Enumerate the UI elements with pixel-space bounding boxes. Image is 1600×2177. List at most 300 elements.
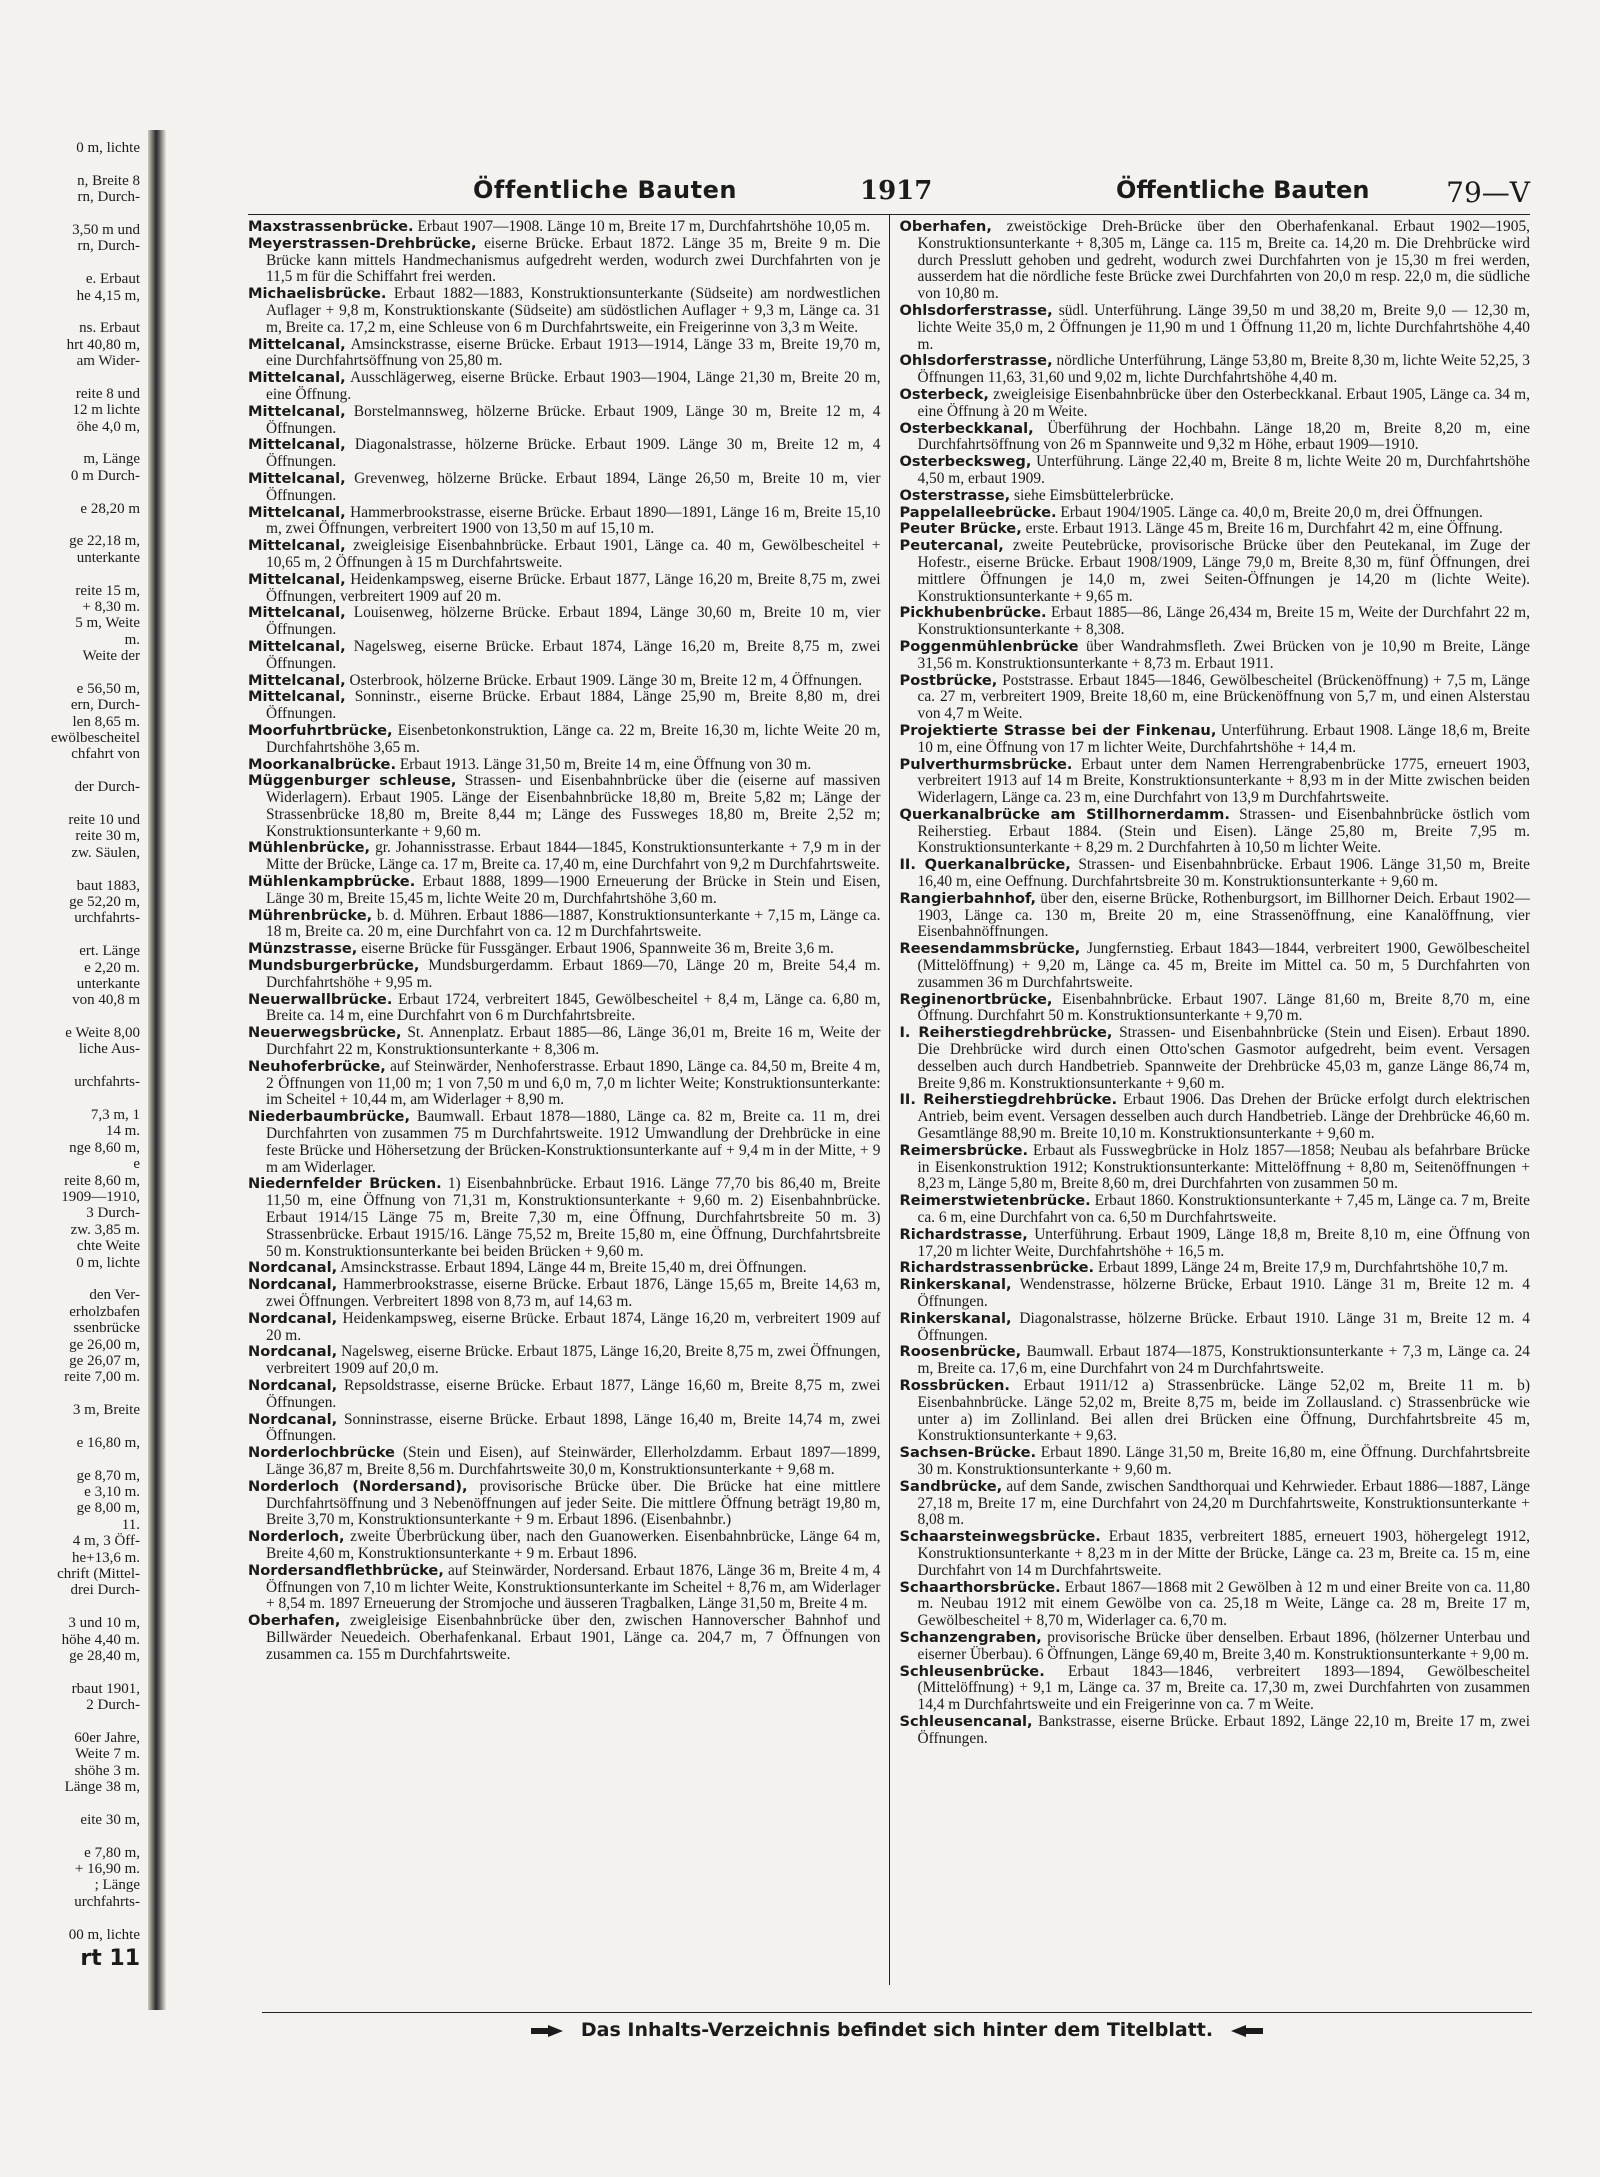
previous-page-line: baut 1883, [76, 877, 140, 894]
entry-text: Erbaut 1843—1846, verbreitert 1893—1894, Gewölbescheitel (Mittelöffnung) + 9,1 m, Länge ca. 37 m, Breite ca. 17,30 m, zwei Durchfahrten von zusammen 14,4 m Durchfahrtsweite und ein Freigerinne von ca. 7 m Weite. [917, 1662, 1530, 1714]
index-entry [248, 404, 881, 438]
entry-name: Reesendammsbrücke, [899, 940, 1081, 958]
index-entry [248, 471, 881, 505]
entry-text: St. Annenplatz. Erbaut 1885—86, Länge 36,01 m, Breite 16 m, Weite der Durchfahrt 22 m, Konstruktionsunterkante + 8,306 m. [266, 1024, 881, 1059]
previous-page-line: reite 8 und [75, 385, 140, 402]
previous-page-line: e 16,80 m, [76, 1434, 140, 1451]
entry-text: Baumwall. Erbaut 1878—1880, Länge ca. 82 m, Breite ca. 11 m, drei Durchfahrten von zusammen 75 m Durchfahrtsweite. 1912 Umwandlung der Drehbrücke in eine feste Brücke und Höhersetzung der Brücken-Konstruktionsunterkante auf + 9,4 m in der Mitte, + 9 m am Widerlager. [266, 1108, 881, 1176]
entry-name: Poggenmühlenbrücke [899, 637, 1079, 655]
index-entry [248, 1176, 881, 1260]
previous-page-line [0, 1418, 140, 1434]
entry-name: Mittelcanal, [248, 671, 346, 689]
previous-page-line: e 28,20 m [80, 500, 140, 517]
previous-page-line: m. [124, 631, 140, 648]
entry-name: Richardstrasse, [899, 1225, 1028, 1243]
previous-page-line: ssenbrücke [73, 1320, 140, 1337]
previous-page-line [0, 1009, 140, 1025]
previous-page-line [0, 484, 140, 500]
book-gutter [148, 130, 166, 2010]
entry-text: Sonninstrasse, eiserne Brücke. Erbaut 1898, Länge 16,40 m, Breite 14,74 m, zwei Öffnungen. [266, 1410, 881, 1445]
index-entry [900, 1630, 1531, 1664]
previous-page-line [0, 1910, 140, 1926]
index-entry [248, 1412, 881, 1446]
entry-text: Strassen- und Eisenbahnbrücke über die (eiserne auf massiven Widerlagern). Erbaut 1905. Länge der Eisenbahnbrücke 18,80 m, Breite 5,82 m; Länge der Strassenbrücke 18,80 m, Breite 8,44 m; Länge des Fussweges 18,80 m, Breite 2,52 m; Konstruktionsunterkante + 9,60 m. [266, 772, 881, 840]
index-entry [900, 891, 1531, 941]
entry-name: Mittelcanal, [248, 537, 346, 555]
index-entry [248, 219, 881, 236]
index-entry [900, 1311, 1531, 1345]
entry-text: Unterführung. Erbaut 1909, Länge 18,8 m, Breite 8,10 m, eine Öffnung von 17,20 m lichter Weite, Durchfahrtshöhe + 16,5 m. [917, 1225, 1530, 1260]
previous-page-line: 60er Jahre, [74, 1729, 140, 1746]
entry-text: Erbaut 1904/1905. Länge ca. 40,0 m, Breite 20,0 m, drei Öffnungen. [1056, 503, 1483, 521]
page-number: 79—V [1446, 176, 1530, 209]
previous-page-line: chfahrt von [71, 746, 140, 763]
entry-text: Strassen- und Eisenbahnbrücke (Stein und Eisen). Erbaut 1890. Die Drehbrücke wird durch einen Otto'schen Gasmotor aufgedreht, beim event. Versagen desselben auch durch Handbetrieb. Spannweite der Drehbrücke 45,03 m, ganze Länge 86,74 m, Breite 9,86 m. Konstruktionsunterkante + 9,60 m. [917, 1024, 1530, 1092]
entry-name: Nordersandflethbrücke, [248, 1561, 444, 1579]
previous-page-line: eite 30 m, [80, 1811, 140, 1828]
previous-page-line: ns. Erbaut [79, 320, 140, 337]
previous-page-tail: rt 11 [80, 1945, 140, 1971]
entry-text: eiserne Brücke für Fussgänger. Erbaut 1906, Spannweite 36 m, Breite 3,6 m. [357, 940, 834, 958]
entry-text: Sonninstr., eiserne Brücke. Erbaut 1884, Länge 25,90 m, Breite 8,80 m, drei Öffnungen. [266, 688, 881, 723]
entry-name: Ohlsdorferstrasse, [899, 352, 1053, 370]
previous-page-line: e [133, 1156, 140, 1173]
entry-text: Erbaut 1885—86, Länge 26,434 m, Breite 15 m, Weite der Durchfahrt 22 m, Konstruktionsunterkante + 8,308. [917, 604, 1530, 639]
entry-name: Mittelcanal, [248, 637, 346, 655]
index-entry [248, 337, 881, 371]
previous-page-line [0, 435, 140, 451]
previous-page-line: höhe 4,40 m. [61, 1631, 140, 1648]
entry-name: Querkanalbrücke am Stillhornerdamm. [899, 805, 1230, 823]
previous-page-line: e 56,50 m, [76, 680, 140, 697]
previous-page-line: rn, Durch- [77, 189, 140, 206]
entry-name: Rinkerskanal, [899, 1309, 1012, 1327]
pointing-hand-left-icon [1230, 2024, 1264, 2038]
previous-page-line: unterkante [76, 975, 140, 992]
previous-page-line: zw. Säulen, [71, 844, 140, 861]
entry-text: südl. Unterführung. Länge 39,50 m und 38,20 m, Breite 9,0 — 12,30 m, lichte Weite 35,0 m, 2 Öffnungen je 11,90 m und 1 Öffnung 11,20 m, lichte Durchfahrtshöhe 4,40 m. [917, 301, 1530, 353]
entry-text: Diagonalstrasse, hölzerne Brücke. Erbaut 1910. Länge 31 m, Breite 12 m. 4 Öffnungen. [917, 1309, 1530, 1344]
pointing-hand-right-icon [530, 2024, 564, 2038]
entry-text: Mundsburgerdamm. Erbaut 1869—70, Länge 20 m, Breite 54,4 m. Durchfahrtshöhe + 9,95 m. [266, 957, 881, 991]
entry-name: I. Reiherstiegdrehbrücke, [899, 1024, 1113, 1042]
previous-page-line: ert. Länge [79, 943, 140, 960]
index-entry [248, 286, 881, 336]
entry-name: Nordcanal, [248, 1276, 338, 1294]
entry-name: Peutercanal, [899, 537, 1004, 555]
entry-name: Pulverthurmsbrücke. [899, 755, 1073, 773]
entry-name: Reginenortbrücke, [899, 990, 1053, 1008]
index-entry [900, 1277, 1531, 1311]
previous-page-line: rbaut 1901, [71, 1680, 140, 1697]
entry-name: Postbrücke, [899, 671, 998, 689]
previous-page-line: 4 m, 3 Öff- [72, 1533, 140, 1550]
index-entry [248, 1344, 881, 1378]
previous-page-line [0, 1599, 140, 1615]
index-entry [248, 773, 881, 840]
previous-page-line: 7,3 m, 1 [90, 1107, 140, 1124]
previous-page-line: öhe 4,0 m, [76, 418, 140, 435]
index-entry [248, 639, 881, 673]
index-entry [248, 605, 881, 639]
index-entry [900, 941, 1531, 991]
entry-text: Jungfernstieg. Erbaut 1843—1844, verbreitert 1900, Gewölbescheitel (Mittelöffnung) + 9,20 m, Länge ca. 45 m, Breite im Mittel ca. 50 m, 5 Durchfahrten von zusammen 36 m Durchfahrtsweite. [917, 940, 1530, 991]
index-entry [248, 1378, 881, 1412]
entry-name: Pappelalleebrücke. [899, 503, 1057, 521]
entry-name: Osterstrasse, [899, 486, 1011, 504]
entry-text: Hammerbrookstrasse, eiserne Brücke. Erbaut 1890—1891, Länge 16 m, Breite 15,10 m, zwei Öffnungen, verbreitert 1900 von 13,50 m auf 15,10 m. [266, 503, 881, 538]
entry-name: Mittelcanal, [248, 335, 346, 353]
entry-name: Schleusenbrücke. [899, 1662, 1045, 1680]
previous-page-line: der Durch- [74, 779, 140, 796]
entry-text: Erbaut 1888, 1899—1900 Erneuerung der Brücke in Stein und Eisen, Länge 30 m, Breite 15,45 m, lichte Weite 20 m, Durchfahrtshöhe 3,60 m. [266, 873, 881, 907]
previous-page-line: ge 8,00 m, [76, 1500, 140, 1517]
previous-page-line: reite 10 und [68, 812, 140, 829]
footer-notice-text: Das Inhalts-Verzeichnis befindet sich hinter dem Titelblatt. [580, 2019, 1214, 2041]
index-entry [900, 1378, 1531, 1445]
entry-name: Neuhoferbrücke, [248, 1057, 386, 1075]
previous-page-line: hrt 40,80 m, [66, 336, 140, 353]
entry-text: Strassen- und Eisenbahnbrücke. Erbaut 1906. Länge 31,50 m, Breite 16,40 m, eine Oeffnung. Durchfahrtsbreite 30 m. Konstruktionsunterkante + 9,60 m. [917, 856, 1530, 891]
entry-text: Eisenbetonkonstruktion, Länge ca. 22 m, Breite 16,30 m, lichte Weite 20 m, Durchfahrtshöhe 3,65 m. [266, 721, 881, 756]
entry-name: Oberhafen, [248, 1612, 341, 1630]
index-entry [248, 908, 881, 942]
index-entry [248, 673, 881, 690]
previous-page-line: 3 Durch- [86, 1205, 140, 1222]
previous-page-line: + 8,30 m. [82, 598, 140, 615]
entry-text: Erbaut als Fusswegbrücke in Holz 1857—1858; Neubau als befahrbare Brücke in Eisenkonstruktion 1912; Konstruktionsunterkante: Mittelöffnung + 8,80 m, Seitenöffnungen + 8,23 m, Länge 5,80 m, Breite 8,60 m, drei Durchfahrten von zusammen 50 m. [917, 1141, 1530, 1193]
index-entry [248, 538, 881, 572]
index-entry [248, 1563, 881, 1613]
entry-name: Niederbaumbrücke, [248, 1108, 410, 1126]
previous-page-line: liche Aus- [78, 1041, 140, 1058]
entry-name: Nordcanal, [248, 1259, 338, 1277]
previous-page-line: drei Durch- [70, 1582, 140, 1599]
previous-page-line [0, 763, 140, 779]
index-entry [900, 723, 1531, 757]
entry-text: eiserne Brücke. Erbaut 1872. Länge 35 m, Breite 9 m. Die Brücke kann mittels Handmechanismus aufgedreht werden, wodurch zwei Durchfahrten von je 11,5 m für die Schiffahrt frei werden. [266, 234, 881, 286]
previous-page-line [0, 206, 140, 222]
previous-page-line: he 4,15 m, [76, 287, 140, 304]
previous-page-line: ge 8,70 m, [76, 1467, 140, 1484]
entry-name: Reimersbrücke. [899, 1141, 1029, 1159]
previous-page-line: den Ver- [89, 1287, 140, 1304]
previous-page-line [0, 517, 140, 533]
previous-page-line [0, 304, 140, 320]
entry-name: Maxstrassenbrücke. [248, 218, 414, 235]
index-entry [900, 1344, 1531, 1378]
running-header [248, 168, 1530, 214]
previous-page-line: 12 m lichte [72, 402, 140, 419]
entry-name: Norderlochbrücke [248, 1444, 395, 1462]
entry-name: Mührenbrücke, [248, 906, 373, 924]
entry-text: auf Steinwärder, Nenhoferstrasse. Erbaut 1890, Länge ca. 84,50 m, Breite 4 m, 2 Öffnungen von 11,00 m; 1 von 7,50 m und 6,0 m, 7,0 m lichter Weite; Konstruktionsunterkante: im Scheitel + 10,44 m, am Widerlager + 8,90 m. [266, 1057, 881, 1109]
entry-text: zweite Peutebrücke, provisorische Brücke über den Peutekanal, im Zuge der Hofestr., eiserne Brücke. Erbaut 1908/1909, Länge 79,0 m, Breite 8,30 m, fünf Öffnungen, drei mittlere Öffnungen je 14,0 m, zwei Seiten-Öffnungen je 14,20 m (lichte Weite). Konstruktionsunterkante + 9,65 m. [917, 537, 1530, 605]
previous-page-line: urchfahrts- [74, 910, 140, 927]
previous-page-line: 0 m Durch- [70, 467, 140, 484]
entry-text: Erbaut 1860. Konstruktionsunterkante + 7,45 m, Länge ca. 7 m, Breite ca. 6 m, eine Durchfahrt von ca. 6,50 m Durchfahrtsweite. [917, 1192, 1530, 1227]
previous-page-line: nge 8,60 m, [69, 1139, 140, 1156]
index-entry [248, 572, 881, 606]
index-entry [248, 1109, 881, 1176]
entry-name: Münzstrasse, [248, 940, 358, 958]
index-entry [900, 353, 1531, 387]
entry-name: Rinkerskanal, [899, 1276, 1012, 1294]
index-entry [248, 1479, 881, 1529]
previous-page-line: 11. [121, 1516, 140, 1533]
previous-page-line: 1909—1910, [61, 1189, 140, 1205]
entry-text: provisorische Brücke über denselben. Erbaut 1896, (hölzerner Unterbau und eiserner Überbau). 6 Öffnungen, Länge 69,40 m, Breite 3,40 m. Konstruktionsunterkante + 9,00 m. [917, 1628, 1530, 1663]
entry-name: Moorkanalbrücke. [248, 755, 397, 773]
index-entry [900, 505, 1531, 522]
entry-name: Osterbeck, [899, 385, 989, 403]
entry-text: zweigleisige Eisenbahnbrücke über den Osterbeckkanal. Erbaut 1905, Länge ca. 34 m, eine Öffnung à 20 m Weite. [917, 385, 1530, 420]
previous-page-line [0, 566, 140, 582]
entry-text: Repsoldstrasse, eiserne Brücke. Erbaut 1877, Länge 16,60 m, Breite 8,75 m, zwei Öffnungen. [266, 1376, 881, 1411]
entry-text: Wendenstrasse, hölzerne Brücke, Erbaut 1910. Länge 31 m, Breite 12 m. 4 Öffnungen. [917, 1276, 1530, 1310]
previous-page-line: ge 26,00 m, [69, 1336, 140, 1353]
entry-name: Mittelcanal, [248, 469, 346, 487]
entry-text: über Wandrahmsfleth. Zwei Brücken von je 10,90 m Breite, Länge 31,56 m. Konstruktionsunterkante + 8,73 m. Erbaut 1911. [917, 637, 1530, 672]
entry-name: Neuerwegsbrücke, [248, 1024, 402, 1042]
entry-name: Mittelcanal, [248, 503, 346, 521]
index-entry [900, 421, 1531, 455]
entry-text: Nagelsweg, eiserne Brücke. Erbaut 1875, Länge 16,20, Breite 8,75 m, zwei Öffnungen, verbreitert 1909 auf 20,0 m. [266, 1343, 881, 1378]
previous-page-line: ge 52,20 m, [69, 893, 140, 910]
entry-text: Bankstrasse, eiserne Brücke. Erbaut 1892, Länge 22,10 m, Breite 17 m, zwei Öffnungen. [917, 1712, 1530, 1747]
entry-name: Neuerwallbrücke. [248, 990, 393, 1008]
index-entry [248, 370, 881, 404]
entry-name: Mittelcanal, [248, 402, 346, 420]
previous-page-line: 3 und 10 m, [68, 1615, 140, 1632]
entry-name: Meyerstrassen-Drehbrücke, [248, 234, 477, 252]
entry-name: II. Querkanalbrücke, [899, 856, 1071, 874]
previous-page-line: ewölbescheitel [50, 730, 140, 747]
entry-name: Mundsburgerbrücke, [248, 957, 420, 975]
previous-page-line: von 40,8 m [72, 992, 140, 1009]
header-right-title: Öffentliche Bauten [1116, 176, 1370, 204]
entry-name: Mühlenkampbrücke. [248, 873, 416, 891]
entry-text: Diagonalstrasse, hölzerne Brücke. Erbaut 1909. Länge 30 m, Breite 12 m, 4 Öffnungen. [266, 436, 881, 471]
left-column [248, 215, 890, 1985]
previous-page-line: ge 28,40 m, [69, 1647, 140, 1664]
entry-text: Erbaut 1899, Länge 24 m, Breite 17,9 m, Durchfahrtshöhe 10,7 m. [1094, 1259, 1509, 1277]
previous-page-line: shöhe 3 m. [74, 1762, 140, 1779]
entry-text: Erbaut 1890. Länge 31,50 m, Breite 16,80 m, eine Öffnung. Durchfahrtsbreite 30 m. Konstruktionsunterkante + 9,60 m. [917, 1444, 1530, 1478]
entry-name: Mittelcanal, [248, 570, 346, 588]
entry-text: provisorische Brücke über. Die Brücke hat eine mittlere Durchfahrtsöffnung und 3 Nebenöffnungen auf jeder Seite. Die mittlere Öffnung beträgt 19,80 m, Breite 3,70 m, Konstruktionsunterkante + 9 m. Erbaut 1896. (Eisenbahnbr.) [266, 1477, 881, 1529]
index-entry [248, 236, 881, 286]
entry-text: Osterbrook, hölzerne Brücke. Erbaut 1909. Länge 30 m, Breite 12 m, 4 Öffnungen. [345, 671, 863, 689]
index-entry [900, 1092, 1531, 1142]
index-entry [248, 1529, 881, 1563]
previous-page-line [0, 927, 140, 943]
index-entry [900, 639, 1531, 673]
index-entry [900, 1025, 1531, 1092]
entry-name: Nordcanal, [248, 1343, 338, 1361]
previous-page-line: ern, Durch- [70, 697, 140, 714]
index-entry [900, 1227, 1531, 1261]
previous-page-line: erholzbafen [69, 1303, 140, 1320]
index-entry [900, 1260, 1531, 1277]
entry-text: Ausschlägerweg, eiserne Brücke. Erbaut 1903—1904, Länge 21,30 m, Breite 20 m, eine Öffnung. [266, 369, 881, 403]
previous-page-line: n, Breite 8 [77, 172, 140, 189]
entry-text: erste. Erbaut 1913. Länge 45 m, Breite 16 m, Durchfahrt 42 m, eine Öffnung. [1021, 520, 1503, 538]
previous-page-line: zw. 3,85 m. [70, 1221, 140, 1238]
index-entry [248, 840, 881, 874]
entry-name: Mittelcanal, [248, 369, 346, 387]
previous-page-line [0, 156, 140, 172]
entry-text: Unterführung. Länge 22,40 m, Breite 8 m, lichte Weite 20 m, Durchfahrtshöhe 4,50 m, erbaut 1909. [917, 453, 1530, 487]
index-entry [900, 303, 1531, 353]
entry-name: Norderloch (Nordersand), [248, 1477, 468, 1495]
index-entry [248, 1613, 881, 1663]
entry-text: Nagelsweg, eiserne Brücke. Erbaut 1874, Länge 16,20 m, Breite 8,75 m, zwei Öffnungen. [266, 637, 881, 672]
footer-notice [262, 2012, 1532, 2041]
entry-text: zweigleisige Eisenbahnbrücke über den, zwischen Hannoverscher Bahnhof und Billwärder Neuedeich. Oberhafenkanal. Erbaut 1901, Länge ca. 204,7 m, 7 Öffnungen von zusammen ca. 155 m Durchfahrtsweite. [266, 1612, 881, 1663]
entry-text: Baumwall. Erbaut 1874—1875, Konstruktionsunterkante + 7,3 m, Länge ca. 24 m, Breite ca. 17,6 m, eine Durchfahrt von 24 m Durchfahrtsweite. [917, 1343, 1530, 1378]
entry-name: Müggenburger schleuse, [248, 772, 457, 790]
previous-page-line: + 16,90 m. [74, 1861, 140, 1878]
entry-name: Nordcanal, [248, 1376, 338, 1394]
previous-page-line [0, 1828, 140, 1844]
entry-name: Mittelcanal, [248, 436, 346, 454]
index-entry [900, 807, 1531, 857]
previous-page-line [0, 255, 140, 271]
previous-page-line: 0 m, lichte [76, 140, 140, 156]
entry-name: Niedernfelder Brücken. [248, 1175, 442, 1193]
index-entry [248, 1445, 881, 1479]
index-entry [900, 1529, 1531, 1579]
previous-page-line [0, 796, 140, 812]
entry-text: b. d. Mühren. Erbaut 1886—1887, Konstruktionsunterkante + 7,15 m, Länge ca. 18 m, Breite ca. 20 m, eine Durchfahrt von ca. 12 m Durchfahrtsweite. [266, 906, 881, 941]
entry-text: siehe Eimsbüttelerbrücke. [1010, 486, 1174, 504]
entry-text: Amsinckstrasse. Erbaut 1894, Länge 44 m, Breite 15,40 m, drei Öffnungen. [337, 1259, 807, 1277]
entry-name: Schanzengraben, [899, 1628, 1042, 1646]
entry-name: Sachsen-Brücke. [899, 1444, 1037, 1462]
index-entry [248, 437, 881, 471]
entry-text: Überführung der Hochbahn. Länge 18,20 m, Breite 8,20 m, eine Durchfahrtsöffnung von 26 m Spannweite und 9,32 m Höhe, erbaut 1909—1910. [917, 419, 1530, 454]
previous-page-line: e. Erbaut [85, 271, 140, 288]
previous-page-line: e 7,80 m, [84, 1844, 140, 1861]
index-entry [248, 505, 881, 539]
header-year: 1917 [860, 176, 933, 206]
previous-page-line: len 8,65 m. [72, 713, 140, 730]
index-entry [900, 857, 1531, 891]
entry-text: auf dem Sande, zwischen Sandthorquai und Kehrwieder. Erbaut 1886—1887, Länge 27,18 m, Breite 17 m, eine Durchfahrt von 24,20 m Durchfahrtsweite, Konstruktionsunterkante + 8,08 m. [917, 1477, 1530, 1529]
previous-page-line: 5 m, Weite [75, 615, 140, 632]
entry-text: 1) Eisenbahnbrücke. Erbaut 1916. Länge 77,70 bis 86,40 m, Breite 11,50 m, eine Öffnung von 71,31 m, Konstruktionsunterkante + 9,60 m. 2) Eisenbahnbrücke. Erbaut 1914/15 Länge 75 m, Breite 7,30 m, eine Öffnung, Durchfahrtsbreite 50 m. 3) Strassenbrücke. Erbaut 1915/16. Länge 75,52 m, Breite 15,80 m, eine Öffnung, Durchfahrtsbreite 50 m. Konstruktionsunterkante bei beiden Brücken + 9,60 m. [266, 1175, 881, 1260]
previous-page-line [0, 665, 140, 681]
previous-page-line [0, 369, 140, 385]
entry-name: Oberhafen, [899, 218, 992, 235]
previous-page-margin [0, 140, 140, 2000]
previous-page-line: e 3,10 m. [84, 1484, 140, 1501]
entry-text: Eisenbahnbrücke. Erbaut 1907. Länge 81,60 m, Breite 8,70 m, eine Öffnung. Durchfahrt 50 m. Konstruktionsunterkante + 9,70 m. [917, 990, 1530, 1025]
entry-name: Mittelcanal, [248, 688, 346, 706]
index-entry [248, 1059, 881, 1109]
entry-text: Grevenweg, hölzerne Brücke. Erbaut 1894, Länge 26,50 m, Breite 10 m, vier Öffnungen. [266, 469, 881, 504]
previous-page-line [0, 1795, 140, 1811]
entry-text: zweistöckige Dreh-Brücke über den Oberhafenkanal. Erbaut 1902—1905, Konstruktionsunterkante + 8,305 m, Länge ca. 115 m, Breite ca. 14,20 m. Die Drehbrücke wird durch Presslutt gehoben und gedreht, wodurch zwei Durchfahrten von je 15,30 m frei werden, ausserdem hat die nördliche feste Brücke zwei Durchfahrten von 20,0 m resp. 22,0 m, die südliche von 10,80 m. [917, 218, 1530, 303]
entry-name: Rangierbahnhof, [899, 889, 1037, 907]
entry-name: Schleusencanal, [899, 1712, 1033, 1730]
index-entry [900, 1479, 1531, 1529]
previous-page-line: urchfahrts- [74, 1893, 140, 1910]
previous-page-line: 2 Durch- [86, 1697, 140, 1714]
index-entry [248, 689, 881, 723]
two-column-body [248, 214, 1530, 1985]
previous-page-line: 00 m, lichte [68, 1926, 140, 1943]
entry-name: Roosenbrücke, [899, 1343, 1022, 1361]
previous-page-line [0, 1091, 140, 1107]
previous-page-line: am Wider- [76, 353, 140, 370]
entry-text: Heidenkampsweg, eiserne Brücke. Erbaut 1874, Länge 16,20 m, verbreitert 1909 auf 20 m. [266, 1309, 881, 1344]
index-entry [900, 673, 1531, 723]
previous-page-line [0, 1714, 140, 1730]
entry-name: Nordcanal, [248, 1410, 338, 1428]
index-entry [248, 1025, 881, 1059]
entry-text: Erbaut 1913. Länge 31,50 m, Breite 14 m, eine Öffnung von 30 m. [396, 755, 812, 773]
previous-page-line: he+13,6 m. [71, 1549, 140, 1566]
entry-text: Erbaut 1907—1908. Länge 10 m, Breite 17 m, Durchfahrtshöhe 10,05 m. [413, 218, 871, 235]
index-entry [248, 757, 881, 774]
index-entry [248, 1260, 881, 1277]
entry-text: Erbaut 1835, verbreitert 1885, erneuert 1903, höhergelegt 1912, Konstruktionsunterkante + 8,23 m in der Mitte der Brücke, Länge ca. 23 m, Breite ca. 15 m, eine Durchfahrt von 14 m Durchfahrtsweite. [917, 1528, 1530, 1579]
entry-text: Hammerbrookstrasse, eiserne Brücke. Erbaut 1876, Länge 15,65 m, Breite 14,63 m, zwei Öffnungen. Verbreitert 1898 von 8,73 m, auf 14,63 m. [266, 1276, 881, 1310]
entry-text: auf Steinwärder, Nordersand. Erbaut 1876, Länge 36 m, Breite 4 m, 4 Öffnungen von 7,10 m lichter Weite, Konstruktionsunterkante im Scheitel + 8,76 m, am Widerlager + 8,54 m. 1897 Erneuerung der Stromjoche und äusseren Tragbalken, Länge 31,50 m, Breite 4 m. [266, 1561, 881, 1613]
index-entry [900, 1445, 1531, 1479]
right-column [890, 215, 1531, 1985]
previous-page-line: ge 22,18 m, [69, 533, 140, 550]
entry-name: Nordcanal, [248, 1309, 338, 1327]
entry-name: Michaelisbrücke. [248, 285, 387, 303]
index-entry [900, 1714, 1531, 1748]
entry-name: Schaarthorsbrücke. [899, 1578, 1061, 1596]
entry-text: Strassen- und Eisenbahnbrücke östlich vom Reiherstieg. Erbaut 1884. (Stein und Eisen). Länge 25,80 m, Breite 7,95 m. Konstruktionsunterkante + 8,29 m. 2 Durchfahrten à 10,50 m lichter Weite. [917, 805, 1530, 857]
entry-name: Norderloch, [248, 1528, 345, 1546]
header-left-title: Öffentliche Bauten [473, 176, 737, 204]
entry-name: Richardstrassenbrücke. [899, 1259, 1095, 1277]
previous-page-line [0, 1271, 140, 1287]
index-entry [248, 874, 881, 908]
entry-name: Pickhubenbrücke. [899, 604, 1047, 622]
entry-text: Erbaut 1724, verbreitert 1845, Gewölbescheitel + 8,4 m, Länge ca. 6,80 m, Breite ca. 14 m, eine Durchfahrt von 6 m Durchfahrtsbreite. [266, 990, 881, 1025]
index-entry [900, 1664, 1531, 1714]
index-entry [248, 941, 881, 958]
previous-page-line [0, 1664, 140, 1680]
entry-name: Osterbecksweg, [899, 453, 1032, 471]
previous-page-line: 3,50 m und [72, 221, 140, 238]
page [248, 168, 1530, 2028]
entry-text: gr. Johannisstrasse. Erbaut 1844—1845, Konstruktionsunterkante + 7,9 m in der Mitte der Brücke, Länge ca. 17 m, Breite ca. 17,40 m, eine Durchfahrt von 9,2 m Durchfahrtsweite. [266, 839, 881, 874]
entry-name: Projektierte Strasse bei der Finkenau, [899, 721, 1217, 739]
previous-page-lines [0, 140, 140, 1943]
previous-page-line: reite 30 m, [75, 828, 140, 845]
index-entry [248, 1277, 881, 1311]
index-entry [900, 538, 1531, 605]
entry-text: Erbaut 1906. Das Drehen der Brücke erfolgt durch elektrischen Antrieb, beim event. Versagen desselben auch durch Handbetrieb. Länge der Drehbrücke 46,60 m. Gesamtlänge 88,90 m. Breite 10,10 m. Konstruktionsunterkante + 9,60 m. [917, 1091, 1530, 1143]
entry-text: Louisenweg, hölzerne Brücke. Erbaut 1894, Länge 30,60 m, Breite 10 m, vier Öffnungen. [266, 604, 881, 639]
entry-name: Sandbrücke, [899, 1477, 1003, 1495]
entry-name: Osterbeckkanal, [899, 419, 1034, 437]
entry-text: Heidenkampsweg, eiserne Brücke. Erbaut 1877, Länge 16,20 m, Breite 8,75 m, zwei Öffnungen, verbreitert 1909 auf 20 m. [266, 570, 881, 605]
previous-page-line: Länge 38 m, [64, 1779, 140, 1796]
previous-page-line: reite 8,60 m, [64, 1172, 140, 1189]
previous-page-line: reite 15 m, [75, 582, 140, 599]
entry-text: Poststrasse. Erbaut 1845—1846, Gewölbescheitel (Brückenöffnung) + 7,5 m, Länge ca. 27 m, verbreitert 1909, Breite 18,60 m, eine Brückenöffnung von 5,7 m, und einen Alsterstau von 4,7 m Weite. [917, 671, 1530, 723]
entry-text: zweigleisige Eisenbahnbrücke. Erbaut 1901, Länge ca. 40 m, Gewölbescheitel + 10,65 m, 2 Öffnungen à 15 m Durchfahrtsweite. [266, 537, 881, 571]
